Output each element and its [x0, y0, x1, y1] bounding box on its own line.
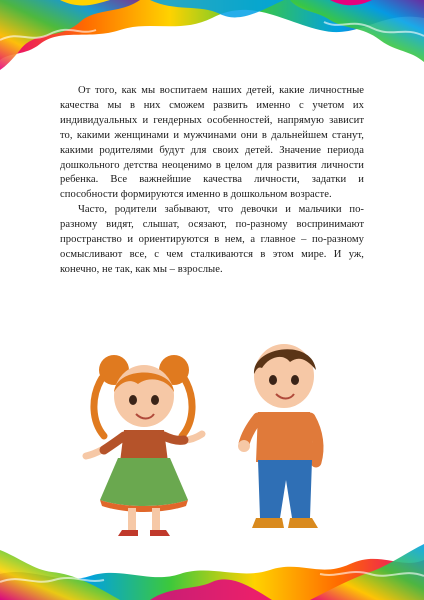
paragraph-1: От того, как мы воспитаем наших детей, какие личностные качества мы в них сможем развить именно с учетом их индивидуальных и гендерных особенностей, напрямую зависит то, какими женщинами и мужчинами они в дальнейшем станут, какими родителями будут для своих детей. Значение периода дошкольного детства неоценимо в целом для развития личности ребенка. Все важнейшие качества личности, задатки и способности формируются именно в дошкольном возрасте.: [60, 85, 364, 201]
boy-cartoon-illustration: [228, 332, 340, 536]
top-rainbow-frame: [0, 0, 424, 80]
article-text: [60, 84, 364, 278]
top-frame-art: [0, 0, 424, 80]
paragraph-2: Часто, родители забывают, что девочки и мальчики по-разному видят, слышат, осязают, по-разному воспринимают пространство и ориентируются в нем, а главное – по-разному осмысливают все, с чем сталкиваются в этом мире. И уж, конечно, не так, как мы – взрослые.: [60, 204, 364, 275]
bottom-rainbow-frame: [0, 530, 424, 600]
girl-cartoon-illustration: [72, 338, 214, 542]
bottom-frame-art: [0, 530, 424, 600]
